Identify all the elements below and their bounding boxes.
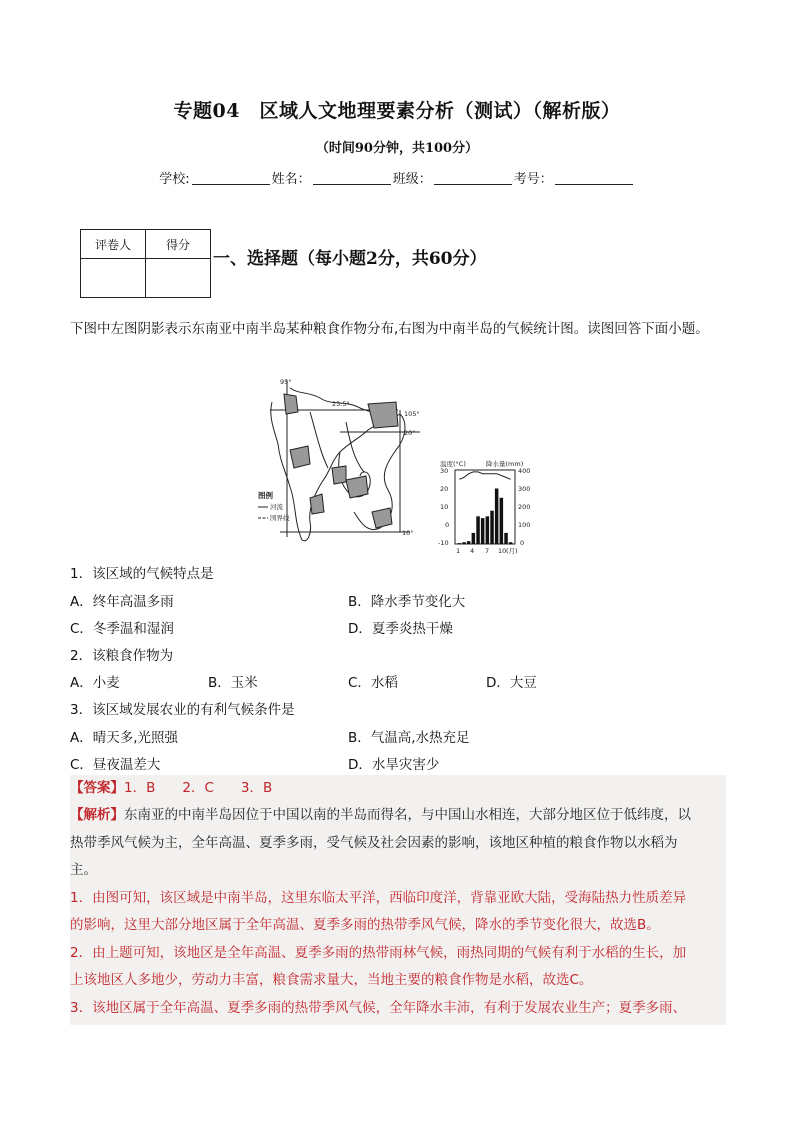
student-info-row	[0, 168, 794, 187]
exam-duration: （时间90分钟，共100分）	[315, 141, 479, 156]
question-2-option-b[interactable]: B．玉米	[208, 675, 258, 691]
analysis-line-3: 主。	[70, 862, 97, 878]
precipitation-bar	[458, 543, 462, 544]
analysis-line-1: 【解析】东南亚的中南半岛因位于中国以南的半岛而得名，与中国山水相连，大部分地区位于低纬度，以	[70, 807, 691, 823]
class-blank[interactable]	[434, 172, 512, 185]
map-label-23-5: 23.5°	[332, 400, 350, 408]
x-tick: 7	[485, 547, 490, 555]
right-tick: 0	[520, 539, 525, 547]
score-header: 得分	[146, 230, 211, 259]
map-label-20: 20°	[404, 429, 416, 437]
question-2-option-c[interactable]: C．水稻	[348, 675, 398, 691]
score-table	[80, 229, 211, 298]
question-1-option-d[interactable]: D．夏季炎热干燥	[348, 621, 453, 637]
school-blank[interactable]	[192, 172, 270, 185]
analysis-line-8: 3．该地区属于全年高温、夏季多雨的热带季风气候，全年降水丰沛，有利于发展农业生产；夏季多雨、	[70, 999, 687, 1016]
question-3-option-c[interactable]: C．昼夜温差大	[70, 757, 161, 773]
analysis-line-2: 热带季风气候为主，全年高温、夏季多雨，受气候及社会因素的影响，该地区种植的粮食作物以水稻为	[70, 834, 678, 851]
analysis-line-7: 上该地区人多地少，劳动力丰富，粮食需求量大，当地主要的粮食作物是水稻，故选C。	[70, 972, 593, 988]
temperature-line	[459, 472, 510, 479]
precipitation-bar	[476, 516, 480, 544]
left-tick: 10	[440, 503, 449, 511]
left-tick: -10	[438, 539, 449, 547]
question-2-stem: 2．该粮食作物为	[70, 648, 174, 664]
analysis-label: 【解析】	[70, 807, 124, 823]
precipitation-bar	[509, 542, 513, 544]
question-3-option-b[interactable]: B．气温高,水热充足	[348, 730, 470, 746]
right-tick: 100	[518, 521, 531, 529]
page-title: 专题04 区域人文地理要素分析（测试）（解析版）	[173, 100, 621, 122]
precipitation-bars	[458, 489, 513, 545]
question-3-option-d[interactable]: D．水旱灾害少	[348, 757, 440, 773]
question-2-option-d[interactable]: D．大豆	[486, 675, 537, 691]
question-1-option-c[interactable]: C．冬季温和湿润	[70, 621, 174, 637]
map-legend-title: 图例	[258, 491, 273, 500]
right-tick: 400	[518, 467, 531, 475]
grader-header: 评卷人	[81, 230, 146, 259]
x-tick: 10	[498, 547, 507, 555]
class-label: 班级：	[392, 172, 432, 187]
climate-chart	[438, 459, 530, 555]
analysis-block	[70, 802, 726, 1022]
exam-number-blank[interactable]	[555, 172, 633, 185]
left-tick: 0	[445, 521, 450, 529]
analysis-line-4: 1．由图可知，该区域是中南半岛，这里东临太平洋，西临印度洋，背靠亚欧大陆，受海陆热力性质差异	[70, 889, 687, 906]
precipitation-bar	[486, 516, 490, 544]
precipitation-bar	[495, 489, 499, 545]
question-1-option-a[interactable]: A．终年高温多雨	[70, 594, 174, 610]
question-3-option-a[interactable]: A．晴天多,光照强	[70, 730, 179, 746]
x-tick: 4	[470, 547, 475, 555]
precipitation-bar	[490, 511, 494, 544]
left-tick: 20	[440, 485, 449, 493]
analysis-line-6: 2．由上题可知，该地区是全年高温、夏季多雨的热带雨林气候，雨热同期的气候有利于水稻的生长，加	[70, 944, 687, 961]
name-blank[interactable]	[313, 172, 391, 185]
section-title: 一、选择题（每小题2分，共60分）	[213, 249, 487, 269]
precipitation-bar	[472, 533, 476, 544]
map-legend-border: 国界线	[270, 514, 290, 522]
map-legend-river: 河流	[270, 503, 283, 511]
x-tick: 1	[456, 547, 461, 555]
question-1-option-b[interactable]: B．降水季节变化大	[348, 594, 466, 610]
answer-text: 1．B 2．C 3．B	[124, 780, 273, 796]
precipitation-bar	[504, 533, 508, 544]
precipitation-bar	[500, 498, 504, 544]
left-tick: 30	[440, 467, 449, 475]
temperature-axis-label: 温度(°C)	[440, 460, 466, 468]
question-1-stem: 1．该区域的气候特点是	[70, 566, 214, 582]
question-3-stem: 3．该区域发展农业的有利气候条件是	[70, 702, 295, 718]
grader-cell	[81, 259, 146, 298]
figure	[250, 372, 540, 557]
school-label: 学校:	[159, 172, 190, 187]
analysis-line-5: 的影响，这里大部分地区属于全年高温、夏季多雨的热带季风气候，降水的季节变化很大，故选B。	[70, 917, 660, 933]
map-label-10: 10°	[402, 529, 414, 537]
score-cell	[146, 259, 211, 298]
question-2-option-a[interactable]: A．小麦	[70, 675, 120, 691]
right-tick: 300	[518, 485, 531, 493]
right-tick: 200	[518, 503, 531, 511]
map-label-95: 95°	[280, 378, 292, 386]
map-label-105: 105°	[404, 410, 420, 418]
answer-line	[70, 775, 272, 803]
precipitation-bar	[481, 518, 485, 544]
x-tick: (月)	[506, 547, 518, 555]
question-intro: 下图中左图阴影表示东南亚中南半岛某种粮食作物分布,右图为中南半岛的气候统计图。读图回答下面小题。	[70, 321, 709, 337]
precipitation-axis-label: 降水量(mm)	[486, 460, 524, 468]
exam-number-label: 考号：	[513, 172, 553, 187]
answer-label: 【答案】	[70, 780, 124, 796]
precipitation-bar	[467, 541, 471, 544]
name-label: 姓名：	[271, 172, 311, 187]
precipitation-bar	[462, 542, 466, 544]
